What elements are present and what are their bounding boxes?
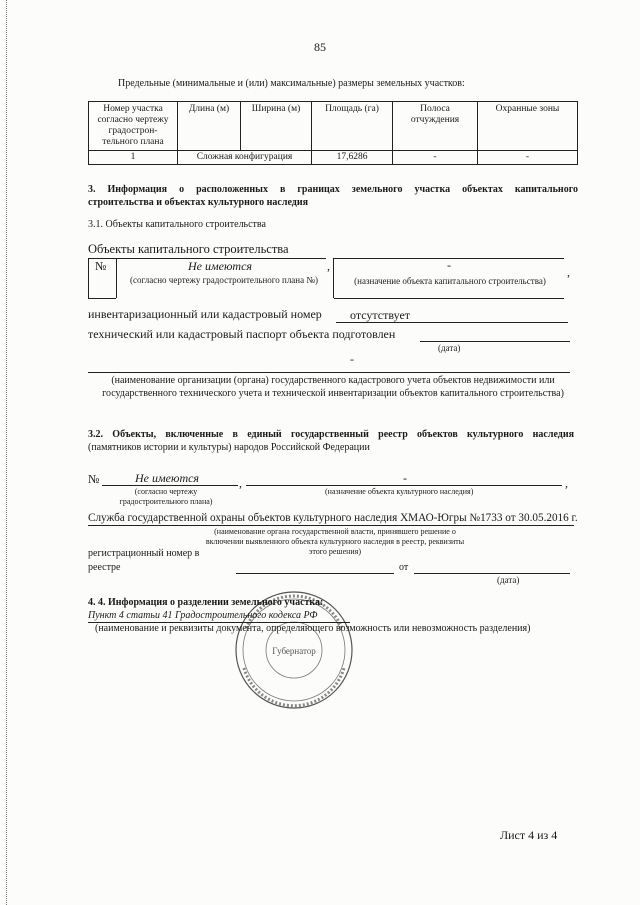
purpose-value: - [447,258,451,272]
header-cell: Охранные зоны [478,102,578,151]
section4-heading: 4. 4. Информация о разделении земельного участка: [88,597,324,608]
objects-number-sign: № [95,259,107,273]
table-header-row [89,102,578,151]
table-row [89,151,578,165]
heritage-drawing-caption: (согласно чертежу градостроительного плана) [119,487,213,506]
section4-basis: Пункт 4 статьи 41 Градостроительного кодекса РФ [88,610,318,621]
registration-label-line1: регистрационный номер в [88,548,200,559]
header-cell: Номер участка согласно чертежу градострон-тельного плана [89,102,178,151]
heritage-comma-end: , [565,476,568,490]
registration-date-caption: (дата) [497,575,520,585]
passport-label: технический или кадастровый паспорт объекта подготовлен [88,327,396,341]
page-number: 85 [314,40,326,54]
header-cell: Полоса отчуждения [393,102,478,151]
passport-date-caption: (дата) [438,343,461,353]
sheet-label: Лист 4 из 4 [500,828,558,842]
plot-number-cell: 1 [89,151,178,165]
header-cell: Площадь (га) [312,102,393,151]
section3-2-heading-line2: (памятников истории и культуры) народов Российской Федерации [88,442,370,453]
heritage-purpose-dash: - [403,471,407,485]
objects-comma: , [327,259,330,273]
heritage-value: Не имеются [135,471,200,485]
organization-caption: (наименование организации (органа) государственного кадастрового учета объектов недвижимости или государственного технического учета и технической инвентаризации объектов капитального строительства) [102,375,564,399]
area-cell: 17,6286 [312,151,393,165]
heritage-purpose-caption: (назначение объекта культурного наследия) [325,487,474,496]
binding-edge [6,0,7,905]
registration-label-line2: реестре [88,562,121,573]
registration-from-label: от [399,562,409,573]
heritage-number-sign: № [88,472,100,486]
section3-heading-line1: 3. Информация о расположенных в границах земельного участка объектах капитального [88,184,578,195]
zones-cell: - [478,151,578,165]
section3-heading-line2: строительства и объектах культурного наследия [88,197,309,208]
header-cell: Длина (м) [178,102,241,151]
inventory-label: инвентаризационный или кадастровый номер [88,307,322,321]
strip-cell: - [393,151,478,165]
plot-size-table [88,101,578,165]
section4-caption: (наименование и реквизиты документа, определяющего возможность или невозможность разделения) [95,623,531,634]
objects-value: Не имеются [187,259,252,273]
objects-title: Объекты капитального строительства [88,242,289,256]
configuration-cell: Сложная конфигурация [178,151,312,165]
authority-caption: (наименование органа государственной власти, принявшего решение о включении выявленного объекта культурного наследия в реестр, реквизиты этого решения) [205,527,465,556]
heritage-comma: , [239,476,242,490]
section3-2-heading-line1: 3.2. Объекты, включенные в единый государственный реестр объектов культурного наследия [88,429,574,440]
limits-intro: Предельные (минимальные и (или) максимальные) размеры земельных участков: [118,78,465,89]
header-cell: Ширина (м) [241,102,312,151]
section3-1-heading: 3.1. Объекты капитального строительства [88,219,266,230]
purpose-comma: , [567,265,570,279]
inventory-value: отсутствует [350,308,411,322]
purpose-caption: (назначение объекта капитального строительства) [354,276,546,286]
organization-dash: - [350,352,354,366]
stamp-text: Губернатор [272,646,316,656]
drawing-caption: (согласно чертежу градостроительного плана №) [130,275,318,285]
heritage-authority: Служба государственной охраны объектов культурного наследия ХМАО-Югры №1733 от 30.05.2016 г. [88,512,578,524]
